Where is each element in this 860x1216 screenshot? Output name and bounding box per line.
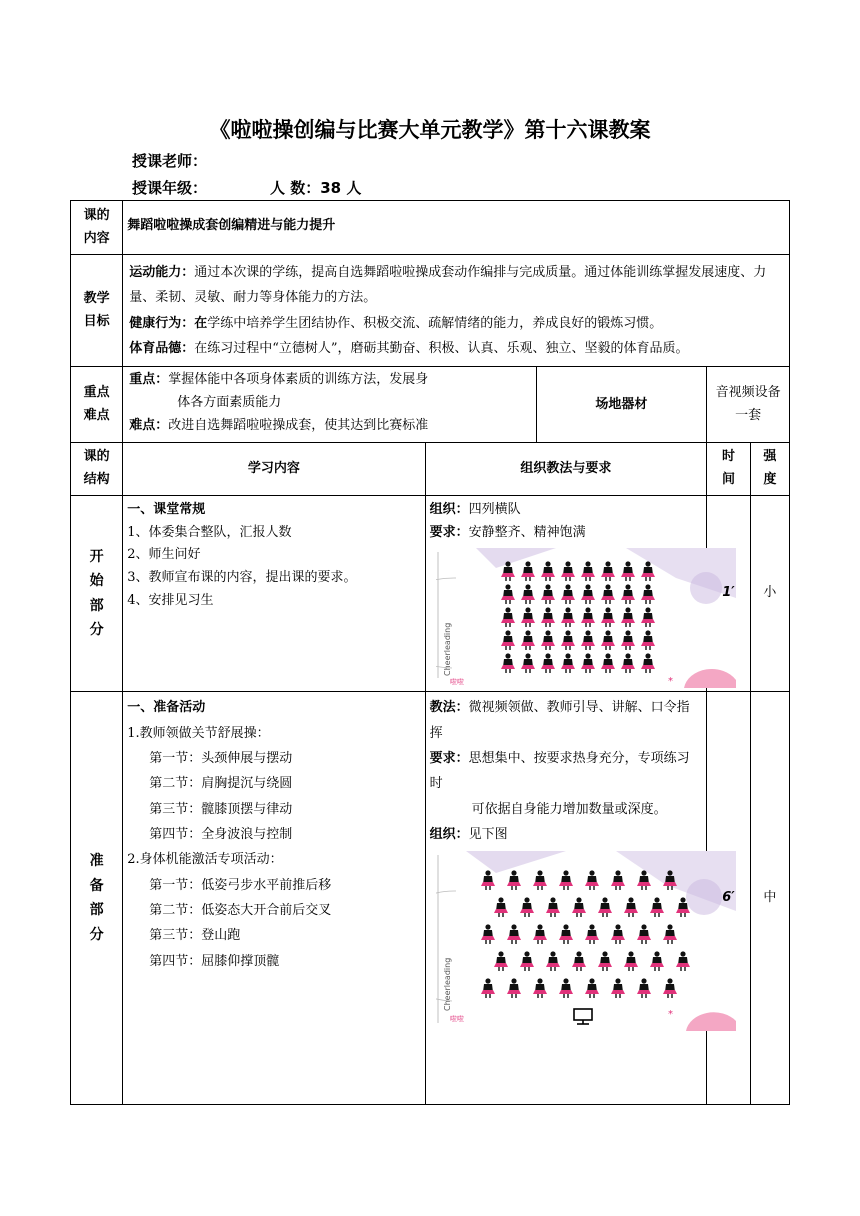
diagram-caption: Cheerleading [442, 623, 452, 677]
goal-sports-morality: 体育品德：在练习过程中“立德树人”，磨砺其勤奋、积极、认真、乐观、独立、坚毅的体育品质。 [129, 341, 689, 357]
formation-diagram-warmup [436, 851, 736, 1031]
list-item: 1、体委集合整队，汇报人数 [127, 524, 292, 540]
diagram-side-label: 啦啦 [449, 1015, 464, 1024]
warmup-org-content: 教法：微视频领做、教师引导、讲解、口令指挥 要求：思想集中、按要求热身充分，专项练习时 可依据自身能力增加数量或深度。 组织：见下图 Cheerleading 啦啦 * [425, 692, 707, 1105]
list-item: 第一节：头颈伸展与摆动 [149, 751, 293, 767]
start-org-content: 组织：四列横队 要求：安静整齐、精神饱满 Cheerleading 啦啦 * [425, 495, 707, 692]
list-item: 第二节：肩胸提沉与绕圆 [149, 776, 293, 792]
keypoints-label: 重点 难点 [71, 367, 123, 443]
student-count: 人 数：38 人 [270, 179, 362, 197]
grade-label: 授课年级： [132, 179, 208, 197]
list-item: 第三节：髋膝顶摆与律动 [149, 801, 293, 817]
list-item: 第四节：屈膝仰撑顶髋 [149, 953, 280, 969]
goal-sports-ability: 运动能力：通过本次课的学练，提高自选舞蹈啦啦操成套动作编排与完成质量。通过体能训练掌握发展速度、力量、柔韧、灵敏、耐力等身体能力的方法。 [129, 265, 767, 306]
grade-row [132, 177, 362, 198]
intensity-header: 强 度 [750, 443, 789, 496]
list-item: 2、师生问好 [127, 547, 201, 563]
teacher-label: 授课老师： [132, 152, 208, 170]
start-intensity: 小 [750, 495, 789, 692]
star-icon: * [667, 676, 673, 688]
start-learning-content: 一、课堂常规 1、体委集合整队，汇报人数 2、师生问好 3、教师宣布课的内容，提出课的要求。 4、安排见习生 [123, 495, 425, 692]
document-title: 《啦啦操创编与比赛大单元教学》第十六课教案 [209, 118, 651, 142]
list-item: 第二节：低姿态大开合前后交叉 [149, 903, 332, 919]
structure-header: 课的 结构 [71, 443, 123, 496]
keypoints-value: 重点：掌握体能中各项身体素质的训练方法，发展身 体各方面素质能力 难点：改进自选舞蹈啦啦操成套，使其达到比赛标准 [123, 367, 536, 443]
time-header: 时 间 [707, 443, 751, 496]
list-item: 第一节：低姿弓步水平前推后移 [149, 877, 332, 893]
warmup-learning-content: 一、准备活动 1.教师领做关节舒展操： 第一节：头颈伸展与摆动 第二节：肩胸提沉与绕圆 第三节：髋膝顶摆与律动 第四节：全身波浪与控制 2.身体机能激活专项活动： 第一节：低姿弓步水平前推后移 第二节：低姿态大开合前后交叉 第三节：登山跑 第四节：屈膝仰撑顶髋 [123, 692, 425, 1105]
start-section-label: 开 始 部 分 [71, 495, 123, 692]
diagram-caption: Cheerleading [442, 958, 452, 1012]
list-item: 4、安排见习生 [127, 592, 214, 608]
venue-value: 音视频设备一套 [707, 367, 790, 443]
goals-label: 教学 目标 [71, 255, 123, 367]
diagram-side-label: 啦啦 [449, 678, 464, 687]
venue-label: 场地器材 [536, 367, 707, 443]
goal-health-behavior: 健康行为：在学练中培养学生团结协作、积极交流、疏解情绪的能力，养成良好的锻炼习惯。 [129, 315, 663, 331]
content-value: 舞蹈啦啦操成套创编精进与能力提升 [123, 201, 790, 255]
list-item: 第四节：全身波浪与控制 [149, 827, 293, 843]
lesson-plan-table [70, 200, 790, 1105]
formation-diagram-start [436, 548, 736, 688]
org-header: 组织教法与要求 [425, 443, 707, 496]
warmup-intensity: 中 [750, 692, 789, 1105]
list-item: 第三节：登山跑 [149, 928, 241, 944]
start-time: 1′ [707, 495, 751, 692]
goals-value [123, 255, 790, 367]
star-icon: * [667, 1009, 673, 1021]
content-label: 课的 内容 [71, 201, 123, 255]
warmup-time: 6′ [707, 692, 751, 1105]
learning-header: 学习内容 [123, 443, 425, 496]
warmup-section-label: 准 备 部 分 [71, 692, 123, 1105]
list-item: 3、教师宣布课的内容，提出课的要求。 [127, 570, 357, 586]
